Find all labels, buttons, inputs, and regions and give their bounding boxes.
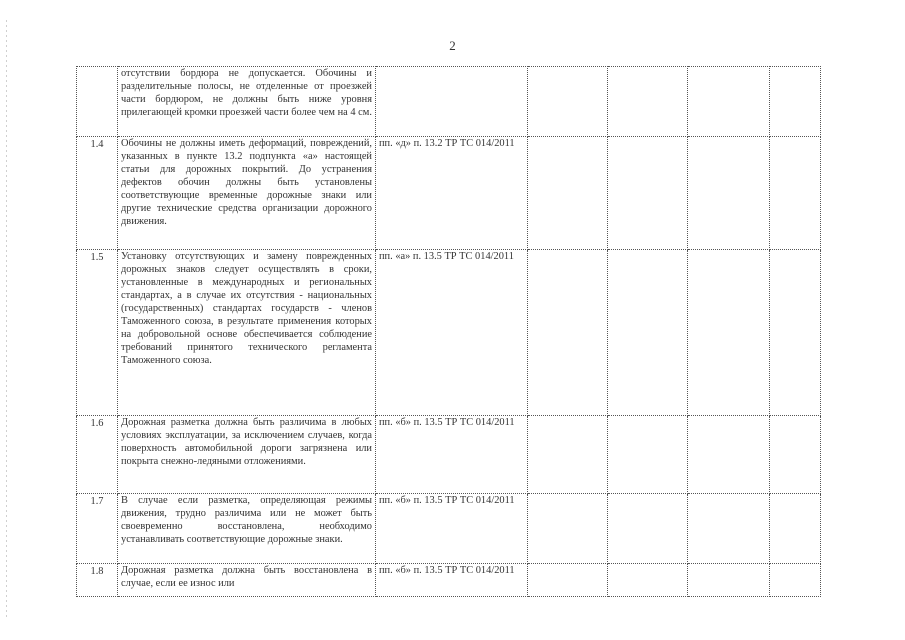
requirements-table <box>76 66 821 597</box>
empty-cell <box>608 250 688 416</box>
requirement-text: Дорожная разметка должна быть различима в любых условиях эксплуатации, за исключением случаев, когда поверхность автомобильной дороги загрязнена или покрыта снежно-ледяными отложениями. <box>118 416 376 494</box>
table-row <box>77 67 821 137</box>
reference-text <box>376 67 528 137</box>
empty-cell <box>688 564 770 597</box>
row-number <box>77 67 118 137</box>
row-number: 1.8 <box>77 564 118 597</box>
row-number: 1.4 <box>77 137 118 250</box>
empty-cell <box>688 137 770 250</box>
reference-text: пп. «б» п. 13.5 ТР ТС 014/2011 <box>376 494 528 564</box>
row-number: 1.6 <box>77 416 118 494</box>
table-row <box>77 564 821 597</box>
empty-cell <box>770 564 821 597</box>
reference-text: пп. «б» п. 13.5 ТР ТС 014/2011 <box>376 416 528 494</box>
empty-cell <box>608 137 688 250</box>
table-row <box>77 250 821 416</box>
empty-cell <box>688 67 770 137</box>
requirement-text: В случае если разметка, определяющая режимы движения, трудно различима или не может быть своевременно восстановлена, необходимо устанавливать соответствующие дорожные знаки. <box>118 494 376 564</box>
requirement-text: Обочины не должны иметь деформаций, повреждений, указанных в пункте 13.2 подпункта «а» настоящей статьи для дорожных покрытий. До устранения дефектов обочин должны быть установлены соответствующие временные дорожные знаки или другие технические средства организации дорожного движения. <box>118 137 376 250</box>
empty-cell <box>608 67 688 137</box>
table-row <box>77 494 821 564</box>
table-row <box>77 416 821 494</box>
row-number: 1.7 <box>77 494 118 564</box>
page-number: 2 <box>449 38 456 53</box>
empty-cell <box>528 67 608 137</box>
empty-cell <box>528 564 608 597</box>
empty-cell <box>528 137 608 250</box>
empty-cell <box>770 416 821 494</box>
empty-cell <box>770 494 821 564</box>
requirement-text: отсутствии бордюра не допускается. Обочины и разделительные полосы, не отделенные от проезжей части бордюром, не должны быть ниже уровня прилегающей кромки проезжей части более чем на 4 см. <box>118 67 376 137</box>
requirement-text: Установку отсутствующих и замену поврежденных дорожных знаков следует осуществлять в сроки, установленные в международных и региональных стандартах, а в случае их отсутствия - национальных (государственных) стандартах государств - членов Таможенного союза, в результате применения которых на добровольной основе обеспечивается соблюдение требований принятого технического регламента Таможенного союза. <box>118 250 376 416</box>
reference-text: пп. «б» п. 13.5 ТР ТС 014/2011 <box>376 564 528 597</box>
empty-cell <box>770 250 821 416</box>
empty-cell <box>688 250 770 416</box>
empty-cell <box>688 416 770 494</box>
empty-cell <box>528 416 608 494</box>
requirement-text: Дорожная разметка должна быть восстановлена в случае, если ее износ или <box>118 564 376 597</box>
empty-cell <box>608 494 688 564</box>
empty-cell <box>608 416 688 494</box>
empty-cell <box>528 250 608 416</box>
empty-cell <box>770 137 821 250</box>
scan-edge-mark <box>6 20 7 620</box>
empty-cell <box>688 494 770 564</box>
empty-cell <box>770 67 821 137</box>
reference-text: пп. «а» п. 13.5 ТР ТС 014/2011 <box>376 250 528 416</box>
table-row <box>77 137 821 250</box>
empty-cell <box>608 564 688 597</box>
empty-cell <box>528 494 608 564</box>
reference-text: пп. «д» п. 13.2 ТР ТС 014/2011 <box>376 137 528 250</box>
row-number: 1.5 <box>77 250 118 416</box>
